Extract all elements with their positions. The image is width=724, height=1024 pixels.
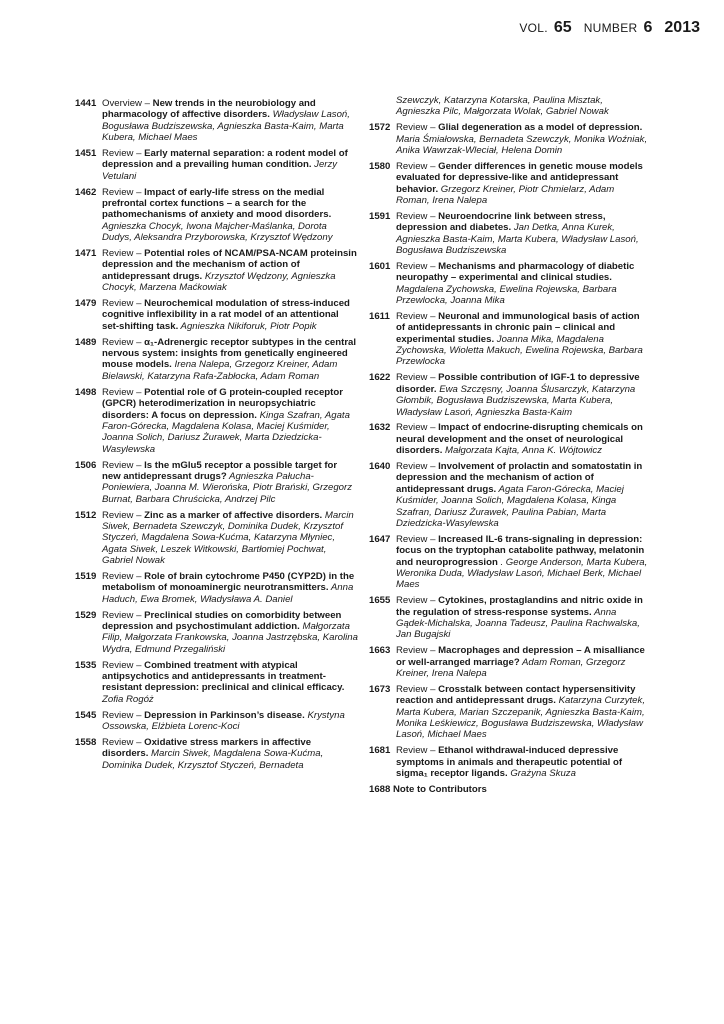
entry-type: Review – bbox=[396, 460, 436, 472]
entry-authors: Marcin Siwek, Bernadeta Szewczyk, Dominika Dudek, Krzysztof Styczeń, Magdalena Sowa-Kućma, Katarzyna Młyniec, Agata Siwek, Leszek Witkowski, Bartłomiej Pochwat, Gabriel Nowak bbox=[102, 509, 354, 567]
entry-type: Review – bbox=[396, 683, 436, 695]
entry-body bbox=[396, 684, 648, 741]
toc-entry[interactable] bbox=[75, 460, 358, 506]
entry-body bbox=[396, 461, 648, 529]
entry-title[interactable]: Glial degeneration as a model of depression. bbox=[435, 122, 643, 134]
entry-title[interactable]: Impact of endocrine-disrupting chemicals on neural development and the onset of neurological disorders. bbox=[396, 422, 643, 457]
entry-type: Review – bbox=[396, 160, 436, 172]
toc-entry[interactable] bbox=[369, 595, 648, 641]
entry-page-number: 1673 bbox=[369, 683, 391, 695]
entry-page-number: 1479 bbox=[75, 298, 97, 310]
entry-body bbox=[396, 645, 648, 679]
entry-type: Review – bbox=[396, 122, 436, 134]
entry-authors: Irena Nalepa, Grzegorz Kreiner, Adam Bielawski, Katarzyna Rafa-Zabłocka, Adam Roman bbox=[102, 359, 338, 382]
entry-title[interactable]: Macrophages and depression – A misalliance or well-arranged marriage? bbox=[396, 645, 645, 668]
entry-authors: Krystyna Ossowska, Elżbieta Lorenc-Koci bbox=[102, 709, 345, 732]
entry-authors: Magdalena Zychowska, Ewelina Rojewska, Barbara Przewlocka, Joanna Mika bbox=[396, 283, 617, 307]
number-label: NUMBER bbox=[583, 21, 638, 35]
entry-page-number: 1441 bbox=[75, 98, 97, 109]
entry-type: Review – bbox=[102, 509, 142, 521]
entry-page-number: 1611 bbox=[369, 310, 390, 322]
toc-entry[interactable] bbox=[75, 571, 358, 605]
entry-authors: Zofia Rogóż bbox=[102, 693, 154, 705]
toc-entry[interactable] bbox=[369, 311, 648, 368]
toc-entry[interactable] bbox=[369, 534, 648, 591]
entry-authors: Grzegorz Kreiner, Piotr Chmielarz, Adam Roman, Irena Nalepa bbox=[396, 183, 615, 207]
entry-type: Review – bbox=[102, 336, 142, 348]
entry-authors: Jan Detka, Anna Kurek, Agnieszka Basta-Kaim, Marta Kubera, Władysław Lasoń, Bogusława Budziszewska bbox=[396, 222, 639, 257]
journal-header bbox=[519, 19, 700, 39]
entry-authors: Marcin Siwek, Magdalena Sowa-Kućma, Dominika Dudek, Krzysztof Styczeń, Bernadeta bbox=[102, 748, 324, 771]
entry-page-number: 1601 bbox=[369, 260, 391, 272]
entry-authors: Agnieszka Pałucha-Poniewiera, Joanna M. Wierońska, Piotr Brański, Grzegorz Burnat, Barbara Chruścicka, Andrzej Pilc bbox=[102, 470, 352, 505]
entry-authors: Krzysztof Wędzony, Agnieszka Chocyk, Marzena Maćkowiak bbox=[102, 270, 336, 294]
entry-page-number: 1647 bbox=[369, 533, 391, 545]
entry-body bbox=[396, 311, 648, 368]
entry-title[interactable]: Combined treatment with atypical antipsychotics and antidepressants in treatment-resistant depression: preclinical and clinical efficacy. bbox=[102, 659, 345, 694]
entry-title[interactable]: Impact of early-life stress on the medial prefrontal cortex functions – a search for the pathomechanisms of anxiety and mood disorders. bbox=[102, 186, 332, 221]
entry-authors: Adam Roman, Grzegorz Kreiner, Irena Nalepa bbox=[396, 656, 626, 679]
entry-title[interactable]: Oxidative stress markers in affective disorders. bbox=[102, 736, 312, 760]
entry-authors: Władysław Lasoń, Bogusława Budziszewska, Agnieszka Basta-Kaim, Marta Kubera, Michael Maes bbox=[102, 109, 350, 144]
entry-page-number: 1471 bbox=[75, 248, 97, 260]
entry-body bbox=[396, 422, 648, 456]
entry-page-number: 1512 bbox=[75, 509, 97, 521]
entry-title[interactable]: New trends in the neurobiology and pharmacology of affective disorders. bbox=[102, 98, 316, 121]
entry-authors: Maria Śmiałowska, Bernadeta Szewczyk, Monika Woźniak, Anika Wawrzak-Wleciał, Helena Domin bbox=[396, 133, 648, 157]
entry-title[interactable]: Mechanisms and pharmacology of diabetic neuropathy – experimental and clinical studies. bbox=[396, 260, 635, 284]
entry-title[interactable]: Depression in Parkinson’s disease. bbox=[141, 709, 305, 721]
entry-type: Review – bbox=[102, 386, 142, 398]
continued-authors: Szewczyk, Katarzyna Kotarska, Paulina Misztak, Agnieszka Pilc, Małgorzata Wolak, Gabriel Nowak bbox=[396, 95, 609, 118]
entry-page-number: 1462 bbox=[75, 186, 97, 198]
note-to-contributors[interactable]: 1688 Note to Contributors bbox=[369, 783, 487, 795]
entry-title[interactable]: Neurochemical modulation of stress-induced cognitive inflexibility in a rat model of an attentional set-shifting task. bbox=[102, 298, 350, 332]
toc-entry[interactable] bbox=[75, 737, 358, 771]
entry-type: Review – bbox=[102, 609, 142, 621]
entry-body bbox=[396, 372, 648, 418]
entry-body bbox=[102, 710, 358, 733]
issue-year: 2013 bbox=[664, 19, 700, 36]
toc-entry[interactable] bbox=[75, 248, 358, 294]
entry-title[interactable]: Early maternal separation: a rodent model of depression and a prevailing human condition. bbox=[102, 148, 348, 171]
toc-entry[interactable] bbox=[369, 261, 648, 307]
entry-type: Review – bbox=[396, 210, 436, 222]
entry-page-number: 1529 bbox=[75, 609, 97, 621]
entry-title[interactable]: Cytokines, prostaglandins and nitric oxide in the regulation of stress-response systems. bbox=[396, 595, 643, 618]
toc-entry[interactable] bbox=[369, 684, 648, 741]
entry-page-number: 1572 bbox=[369, 122, 391, 134]
entry-page-number: 1489 bbox=[75, 336, 97, 348]
toc-entry[interactable] bbox=[75, 337, 358, 383]
entry-body bbox=[102, 460, 358, 506]
toc-entry[interactable] bbox=[75, 510, 358, 567]
entry-title[interactable]: Gender differences in genetic mouse models evaluated for depressive-like and antidepressant behavior. bbox=[396, 160, 643, 195]
toc-entry[interactable] bbox=[369, 161, 648, 207]
entry-authors: Małgorzata Kajta, Anna K. Wójtowicz bbox=[442, 445, 602, 457]
toc-entry[interactable] bbox=[369, 372, 648, 418]
entry-body bbox=[102, 660, 358, 706]
entry-type: Review – bbox=[102, 186, 142, 198]
entry-page-number: 1591 bbox=[369, 210, 391, 222]
entry-authors: Agnieszka Nikiforuk, Piotr Popik bbox=[178, 320, 317, 332]
toc-entry[interactable] bbox=[369, 645, 648, 679]
entry-page-number: 1558 bbox=[75, 736, 97, 748]
entry-authors: Ewa Szczęsny, Joanna Ślusarczyk, Katarzyna Głombik, Bogusława Budziszewska, Marta Kubera, Władysław Lasoń, Agnieszka Basta-Kaim bbox=[396, 383, 636, 418]
entry-title[interactable]: Potential roles of NCAM/PSA-NCAM proteinsin depression and the mechanism of action of antidepressant drugs. bbox=[102, 248, 357, 282]
entry-body bbox=[102, 98, 358, 144]
entry-authors: . George Anderson, Marta Kubera, Weronika Duda, Władysław Lasoń, Michael Berk, Michael Maes bbox=[396, 556, 648, 591]
entry-title[interactable]: Involvement of prolactin and somatostatin in depression and the mechanism of action of antidepressant drugs. bbox=[396, 460, 643, 495]
entry-title[interactable]: Neuroendocrine link between stress, depression and diabetes. bbox=[396, 210, 606, 234]
entry-page-number: 1681 bbox=[369, 745, 391, 757]
toc-entry[interactable] bbox=[75, 660, 358, 706]
toc-left-column bbox=[75, 98, 358, 775]
entry-type: Review – bbox=[102, 148, 142, 160]
toc-right-entries bbox=[369, 122, 648, 779]
entry-type: Review – bbox=[102, 459, 142, 471]
toc-entry[interactable] bbox=[369, 122, 648, 156]
entry-body bbox=[102, 737, 358, 771]
entry-body bbox=[102, 510, 358, 567]
entry-type: Review – bbox=[396, 310, 436, 322]
entry-title[interactable]: Increased IL-6 trans-signaling in depression: focus on the tryptophan catabolite pathway, melatonin and neuroprogression bbox=[396, 533, 645, 568]
toc-entry[interactable] bbox=[75, 148, 358, 182]
entry-page-number: 1498 bbox=[75, 386, 97, 398]
entry-authors: Małgorzata Filip, Małgorzata Frankowska, Joanna Jastrzębska, Karolina Wydra, Edmund Przegaliński bbox=[102, 620, 358, 655]
entry-title[interactable]: Is the mGlu5 receptor a possible target for new antidepressant drugs? bbox=[102, 459, 338, 482]
entry-title[interactable]: Possible contribution of IGF-1 to depressive disorder. bbox=[396, 372, 640, 395]
entry-page-number: 1632 bbox=[369, 422, 391, 434]
entry-body bbox=[102, 187, 358, 244]
entry-title[interactable]: Potential role of G protein-coupled receptor (GPCR) heterodimerization in neuropsychiatric disorders: A focus on depression. bbox=[102, 386, 343, 421]
entry-body bbox=[102, 387, 358, 455]
entry-type: Review – bbox=[396, 260, 436, 272]
entry-authors: Joanna Mika, Magdalena Zychowska, Wioletta Makuch, Ewelina Rojewska, Barbara Przewlocka bbox=[396, 333, 643, 368]
entry-authors: Agata Faron-Górecka, Maciej Kuśmider, Joanna Solich, Magdalena Kolasa, Kinga Szafran, Dariusz Żurawek, Paulina Pabian, Marta Dziedzicka-Wasylewska bbox=[396, 483, 624, 529]
entry-type: Review – bbox=[102, 659, 142, 671]
entry-authors: Anna Haduch, Ewa Bromek, Władysława A. Daniel bbox=[102, 582, 354, 605]
entry-title[interactable]: Crosstalk between contact hypersensitivity reaction and antidepressant drugs. bbox=[396, 683, 636, 707]
toc-entry[interactable] bbox=[369, 211, 648, 257]
entry-page-number: 1663 bbox=[369, 645, 391, 657]
toc-entry[interactable] bbox=[75, 610, 358, 656]
entry-authors: Kinga Szafran, Agata Faron-Górecka, Magdalena Kolasa, Maciej Kuśmider, Joanna Solich, Dariusz Żurawek, Marta Dziedzicka-Wasylewska bbox=[102, 409, 350, 455]
toc-right-column bbox=[369, 95, 648, 795]
entry-authors: Anna Gądek-Michalska, Joanna Tadeusz, Paulina Rachwalska, Jan Bugajski bbox=[396, 606, 640, 641]
entry-body bbox=[396, 122, 648, 156]
entry-body bbox=[102, 337, 358, 383]
entry-type: Review – bbox=[396, 533, 436, 545]
volume-number: 65 bbox=[553, 19, 572, 36]
entry-page-number: 1655 bbox=[369, 595, 391, 607]
entry-type: Review – bbox=[396, 422, 436, 434]
toc-entry[interactable] bbox=[75, 710, 358, 733]
entry-body bbox=[396, 211, 648, 257]
entry-title[interactable]: Zinc as a marker of affective disorders. bbox=[141, 509, 323, 521]
toc-entry[interactable] bbox=[369, 422, 648, 456]
entry-title[interactable]: Preclinical studies on comorbidity between depression and psychostimulant addiction. bbox=[102, 609, 342, 632]
entry-authors: Agnieszka Chocyk, Iwona Majcher-Maślanka, Dorota Dudys, Aleksandra Przyborowska, Krzysztof Wędzony bbox=[102, 220, 333, 244]
entry-page-number: 1451 bbox=[75, 148, 97, 160]
entry-body bbox=[396, 595, 648, 641]
toc-entry[interactable] bbox=[75, 187, 358, 244]
toc-entry[interactable] bbox=[75, 387, 358, 455]
entry-type: Review – bbox=[396, 595, 436, 607]
entry-body bbox=[102, 248, 358, 294]
entry-type: Review – bbox=[102, 570, 142, 582]
entry-title[interactable]: Role of brain cytochrome P450 (CYP2D) in the metabolism of monoaminergic neurotransmitters. bbox=[102, 570, 355, 594]
entry-page-number: 1640 bbox=[369, 460, 391, 472]
entry-type: Review – bbox=[396, 372, 436, 384]
entry-body bbox=[396, 161, 648, 207]
entry-type: Review – bbox=[102, 736, 142, 748]
entry-page-number: 1622 bbox=[369, 372, 391, 384]
entry-body bbox=[396, 745, 648, 779]
entry-body bbox=[396, 261, 648, 307]
entry-page-number: 1519 bbox=[75, 570, 97, 582]
entry-type: Review – bbox=[396, 645, 436, 657]
toc-entry[interactable] bbox=[369, 461, 648, 529]
issue-number: 6 bbox=[643, 19, 653, 36]
entry-authors: Katarzyna Curzytek, Marta Kubera, Marian Szczepanik, Agnieszka Basta-Kaim, Monika Leśkiewicz, Bogusława Budziszewska, Władysław Lasoń, Michael Maes bbox=[396, 695, 645, 741]
entry-body bbox=[102, 148, 358, 182]
entry-page-number: 1545 bbox=[75, 709, 97, 721]
volume-label: VOL. bbox=[519, 21, 548, 35]
entry-authors: Jerzy Vetulani bbox=[102, 159, 338, 182]
entry-page-number: 1580 bbox=[369, 160, 391, 172]
toc-entry[interactable] bbox=[369, 745, 648, 779]
toc-entry[interactable] bbox=[75, 98, 358, 144]
entry-title[interactable]: α₁-Adrenergic receptor subtypes in the central nervous system: insights from genetically engineered mouse models. bbox=[102, 336, 357, 371]
entry-title[interactable]: Neuronal and immunological basis of action of antidepressants in chronic pain – clinical and experimental studies. bbox=[396, 310, 640, 345]
entry-type: Review – bbox=[102, 298, 142, 310]
entry-body bbox=[396, 534, 648, 591]
entry-type: Overview – bbox=[102, 98, 150, 109]
entry-type: Review – bbox=[102, 709, 142, 721]
entry-title[interactable]: Ethanol withdrawal-induced depressive symptoms in animals and therapeutic potential of sigma₁ receptor ligands. bbox=[396, 745, 623, 780]
toc-entry[interactable] bbox=[75, 298, 358, 332]
entry-type: Review – bbox=[396, 745, 436, 757]
entry-body bbox=[102, 571, 358, 605]
entry-page-number: 1506 bbox=[75, 459, 97, 471]
entry-body bbox=[102, 610, 358, 656]
entry-type: Review – bbox=[102, 248, 142, 260]
entry-body bbox=[102, 298, 358, 332]
entry-page-number: 1535 bbox=[75, 659, 97, 671]
entry-authors: Grażyna Skuza bbox=[507, 768, 576, 780]
